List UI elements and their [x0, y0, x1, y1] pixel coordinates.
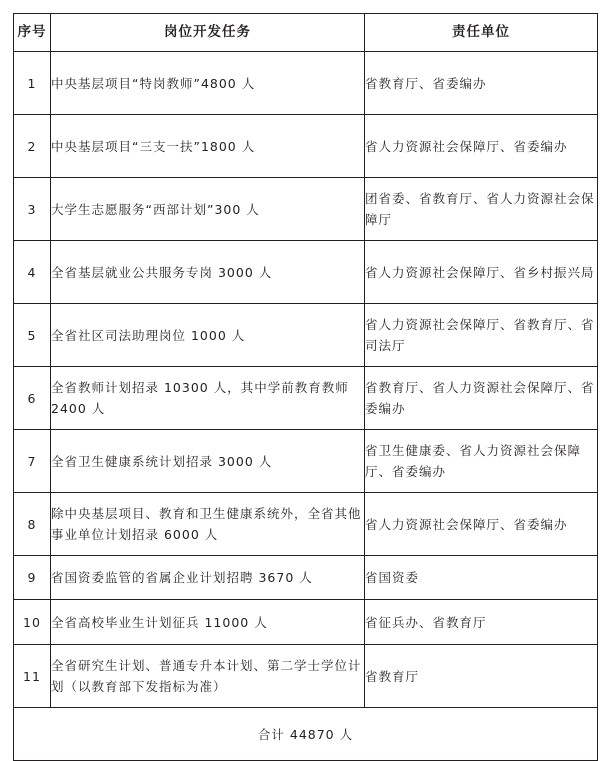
table-row [14, 52, 598, 115]
task-cell: 全省卫生健康系统计划招录 3000 人 [51, 430, 365, 493]
unit-cell: 省人力资源社会保障厅、省委编办 [365, 115, 598, 178]
row-number: 11 [14, 645, 51, 708]
task-cell: 省国资委监管的省属企业计划招聘 3670 人 [51, 556, 365, 600]
row-number: 7 [14, 430, 51, 493]
table-row [14, 600, 598, 645]
task-cell: 中央基层项目“三支一扶”1800 人 [51, 115, 365, 178]
unit-cell: 省征兵办、省教育厅 [365, 600, 598, 645]
row-number: 3 [14, 178, 51, 241]
row-number: 9 [14, 556, 51, 600]
task-cell: 中央基层项目“特岗教师”4800 人 [51, 52, 365, 115]
total-row [14, 708, 598, 761]
task-cell: 全省基层就业公共服务专岗 3000 人 [51, 241, 365, 304]
table-row [14, 304, 598, 367]
job-task-table [13, 13, 598, 761]
row-number: 1 [14, 52, 51, 115]
table-row [14, 115, 598, 178]
unit-cell: 省人力资源社会保障厅、省乡村振兴局 [365, 241, 598, 304]
table-row [14, 178, 598, 241]
unit-cell: 省教育厅、省人力资源社会保障厅、省委编办 [365, 367, 598, 430]
row-number: 2 [14, 115, 51, 178]
unit-cell: 省人力资源社会保障厅、省委编办 [365, 493, 598, 556]
unit-cell: 省教育厅、省委编办 [365, 52, 598, 115]
unit-cell: 省国资委 [365, 556, 598, 600]
table-row [14, 556, 598, 600]
unit-cell: 省卫生健康委、省人力资源社会保障厅、省委编办 [365, 430, 598, 493]
task-cell: 除中央基层项目、教育和卫生健康系统外，全省其他事业单位计划招录 6000 人 [51, 493, 365, 556]
row-number: 10 [14, 600, 51, 645]
header-row [14, 14, 598, 52]
header-no: 序号 [14, 14, 51, 52]
unit-cell: 团省委、省教育厅、省人力资源社会保障厅 [365, 178, 598, 241]
unit-cell: 省人力资源社会保障厅、省教育厅、省司法厅 [365, 304, 598, 367]
row-number: 8 [14, 493, 51, 556]
header-unit: 责任单位 [365, 14, 598, 52]
total-cell: 合计 44870 人 [14, 708, 598, 761]
header-task: 岗位开发任务 [51, 14, 365, 52]
task-cell: 全省研究生计划、普通专升本计划、第二学士学位计划（以教育部下发指标为准） [51, 645, 365, 708]
unit-cell: 省教育厅 [365, 645, 598, 708]
table-row [14, 241, 598, 304]
table-row [14, 430, 598, 493]
task-cell: 全省社区司法助理岗位 1000 人 [51, 304, 365, 367]
task-cell: 全省教师计划招录 10300 人，其中学前教育教师 2400 人 [51, 367, 365, 430]
task-cell: 大学生志愿服务“西部计划”300 人 [51, 178, 365, 241]
row-number: 4 [14, 241, 51, 304]
table-row [14, 645, 598, 708]
table-row [14, 367, 598, 430]
table-row [14, 493, 598, 556]
row-number: 5 [14, 304, 51, 367]
task-cell: 全省高校毕业生计划征兵 11000 人 [51, 600, 365, 645]
row-number: 6 [14, 367, 51, 430]
